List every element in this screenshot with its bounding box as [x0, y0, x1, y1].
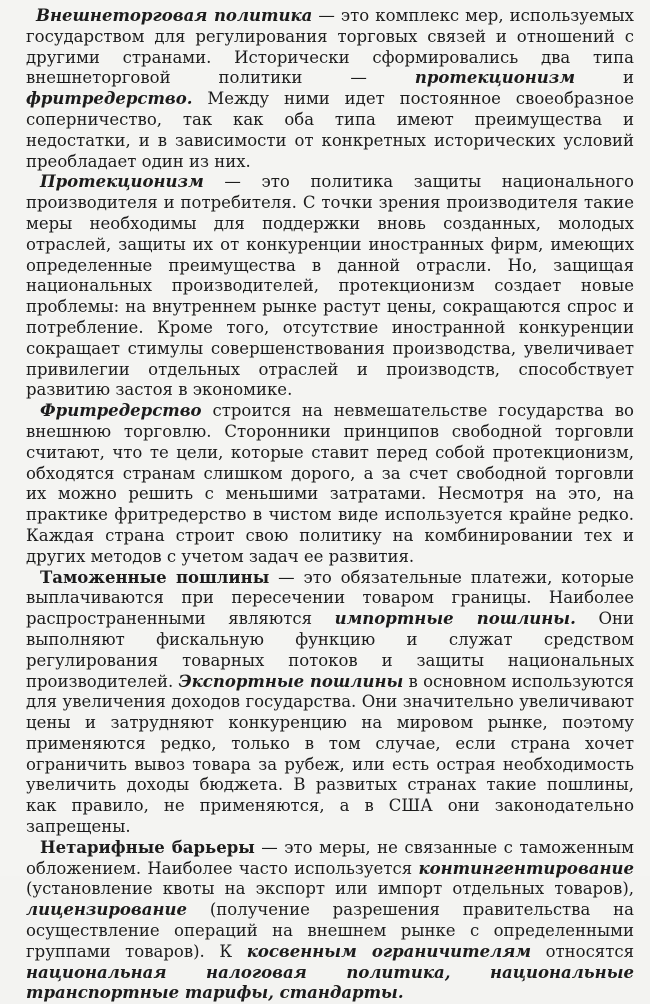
term-highlight: Фритредерство [40, 401, 202, 421]
paragraph-text: строится на невмешательстве государства во внешнюю торговлю. Сторонники принципов свободной торговли считают, что те цели, которые ставит перед собой протекционизм, обходятся странам слишком дорого, а за счет свободной торговли их можно решить с меньшими затратами. Несмотря на это, на практике фритредерство в чистом виде используется крайне редко. Каждая страна строит свою политику на комбинировании тех и других методов с учетом задач ее развития. [26, 401, 634, 566]
paragraph-text: — это обязательные платежи, которые выплачиваются при пересечении товаром границы. Наиболее распространенными являются [26, 567, 634, 629]
term-highlight: фритредерство. [26, 89, 193, 109]
term-highlight: лицензирование [26, 900, 187, 920]
paragraph-text: в основном используются для увеличения доходов государства. Они значительно увеличивают цены и затрудняют конкуренцию на мировом рынке, поэтому применяются редко, только в том случае, если страна хочет ограничить вывоз товара за рубеж, или есть острая необходимость увеличить доходы бюджета. В развитых странах такие пошлины, как правило, не применяются, а в США они законодательно запрещены. [26, 671, 634, 837]
paragraph-text: (получение разрешения правительства на осуществление операций на внешнем рынке с определенными группами товаров). К [26, 900, 634, 961]
term-highlight: импортные пошлины. [334, 609, 576, 629]
paragraph-protectionism [26, 172, 634, 401]
paragraph-free-trade [26, 401, 634, 567]
term-highlight: Внешнеторговая политика [36, 6, 313, 25]
term-highlight: косвенным ограничителям [246, 941, 532, 961]
paragraph-text: Между ними идет постоянное своеобразное соперничество, так как оба типа имеют преимущества и недостатки, и в зависимости от конкретных исторических условий преобладает один из них. [26, 89, 634, 171]
term-highlight: Экспортные пошлины [178, 671, 404, 691]
term-highlight: Нетарифные барьеры [40, 837, 255, 857]
paragraph-customs-duties [26, 568, 634, 838]
paragraph-text: — это политика защиты национального производителя и потребителя. С точки зрения производителя такие меры необходимы для поддержки вновь созданных, молодых отраслей, защиты их от конкуренции иностранных фирм, имеющих определенные преимущества в данной отрасли. Но, защищая национальных производителей, протекционизм создает новые проблемы: на внутреннем рынке растут цены, сокращаются спрос и потребление. Кроме того, отсутствие иностранной конкуренции сокращает стимулы совершенствования производства, увеличивает привилегии отдельных отраслей и производств, способствует развитию застоя в экономике. [26, 172, 634, 400]
paragraph-non-tariff-barriers [26, 838, 634, 1004]
term-highlight: национальная налоговая политика, национальные транспортные тарифы, стандарты. [26, 962, 634, 1003]
paragraph-text: — это меры, не связанные с таможенным обложением. Наиболее часто используется [26, 837, 634, 878]
term-highlight: Протекционизм [40, 172, 204, 192]
paragraph-text: относятся [531, 941, 634, 961]
paragraph-text: и [575, 68, 634, 88]
paragraph-text: Они выполняют фискальную функцию и служат средством регулирования товарных потоков и защиты национальных производителей. [26, 609, 634, 691]
paragraph-text: — это комплекс мер, используемых государством для регулирования торговых связей и отношений с другими странами. Исторически сформировались два типа внешнеторговой политики — [26, 6, 634, 88]
term-highlight: протекционизм [414, 68, 576, 88]
paragraph-foreign-trade-policy [26, 6, 634, 172]
term-highlight: контингентирование [418, 858, 634, 878]
term-highlight: Таможенные пошлины [40, 567, 270, 587]
paragraph-text: (установление квоты на экспорт или импорт отдельных товаров), [26, 879, 634, 899]
